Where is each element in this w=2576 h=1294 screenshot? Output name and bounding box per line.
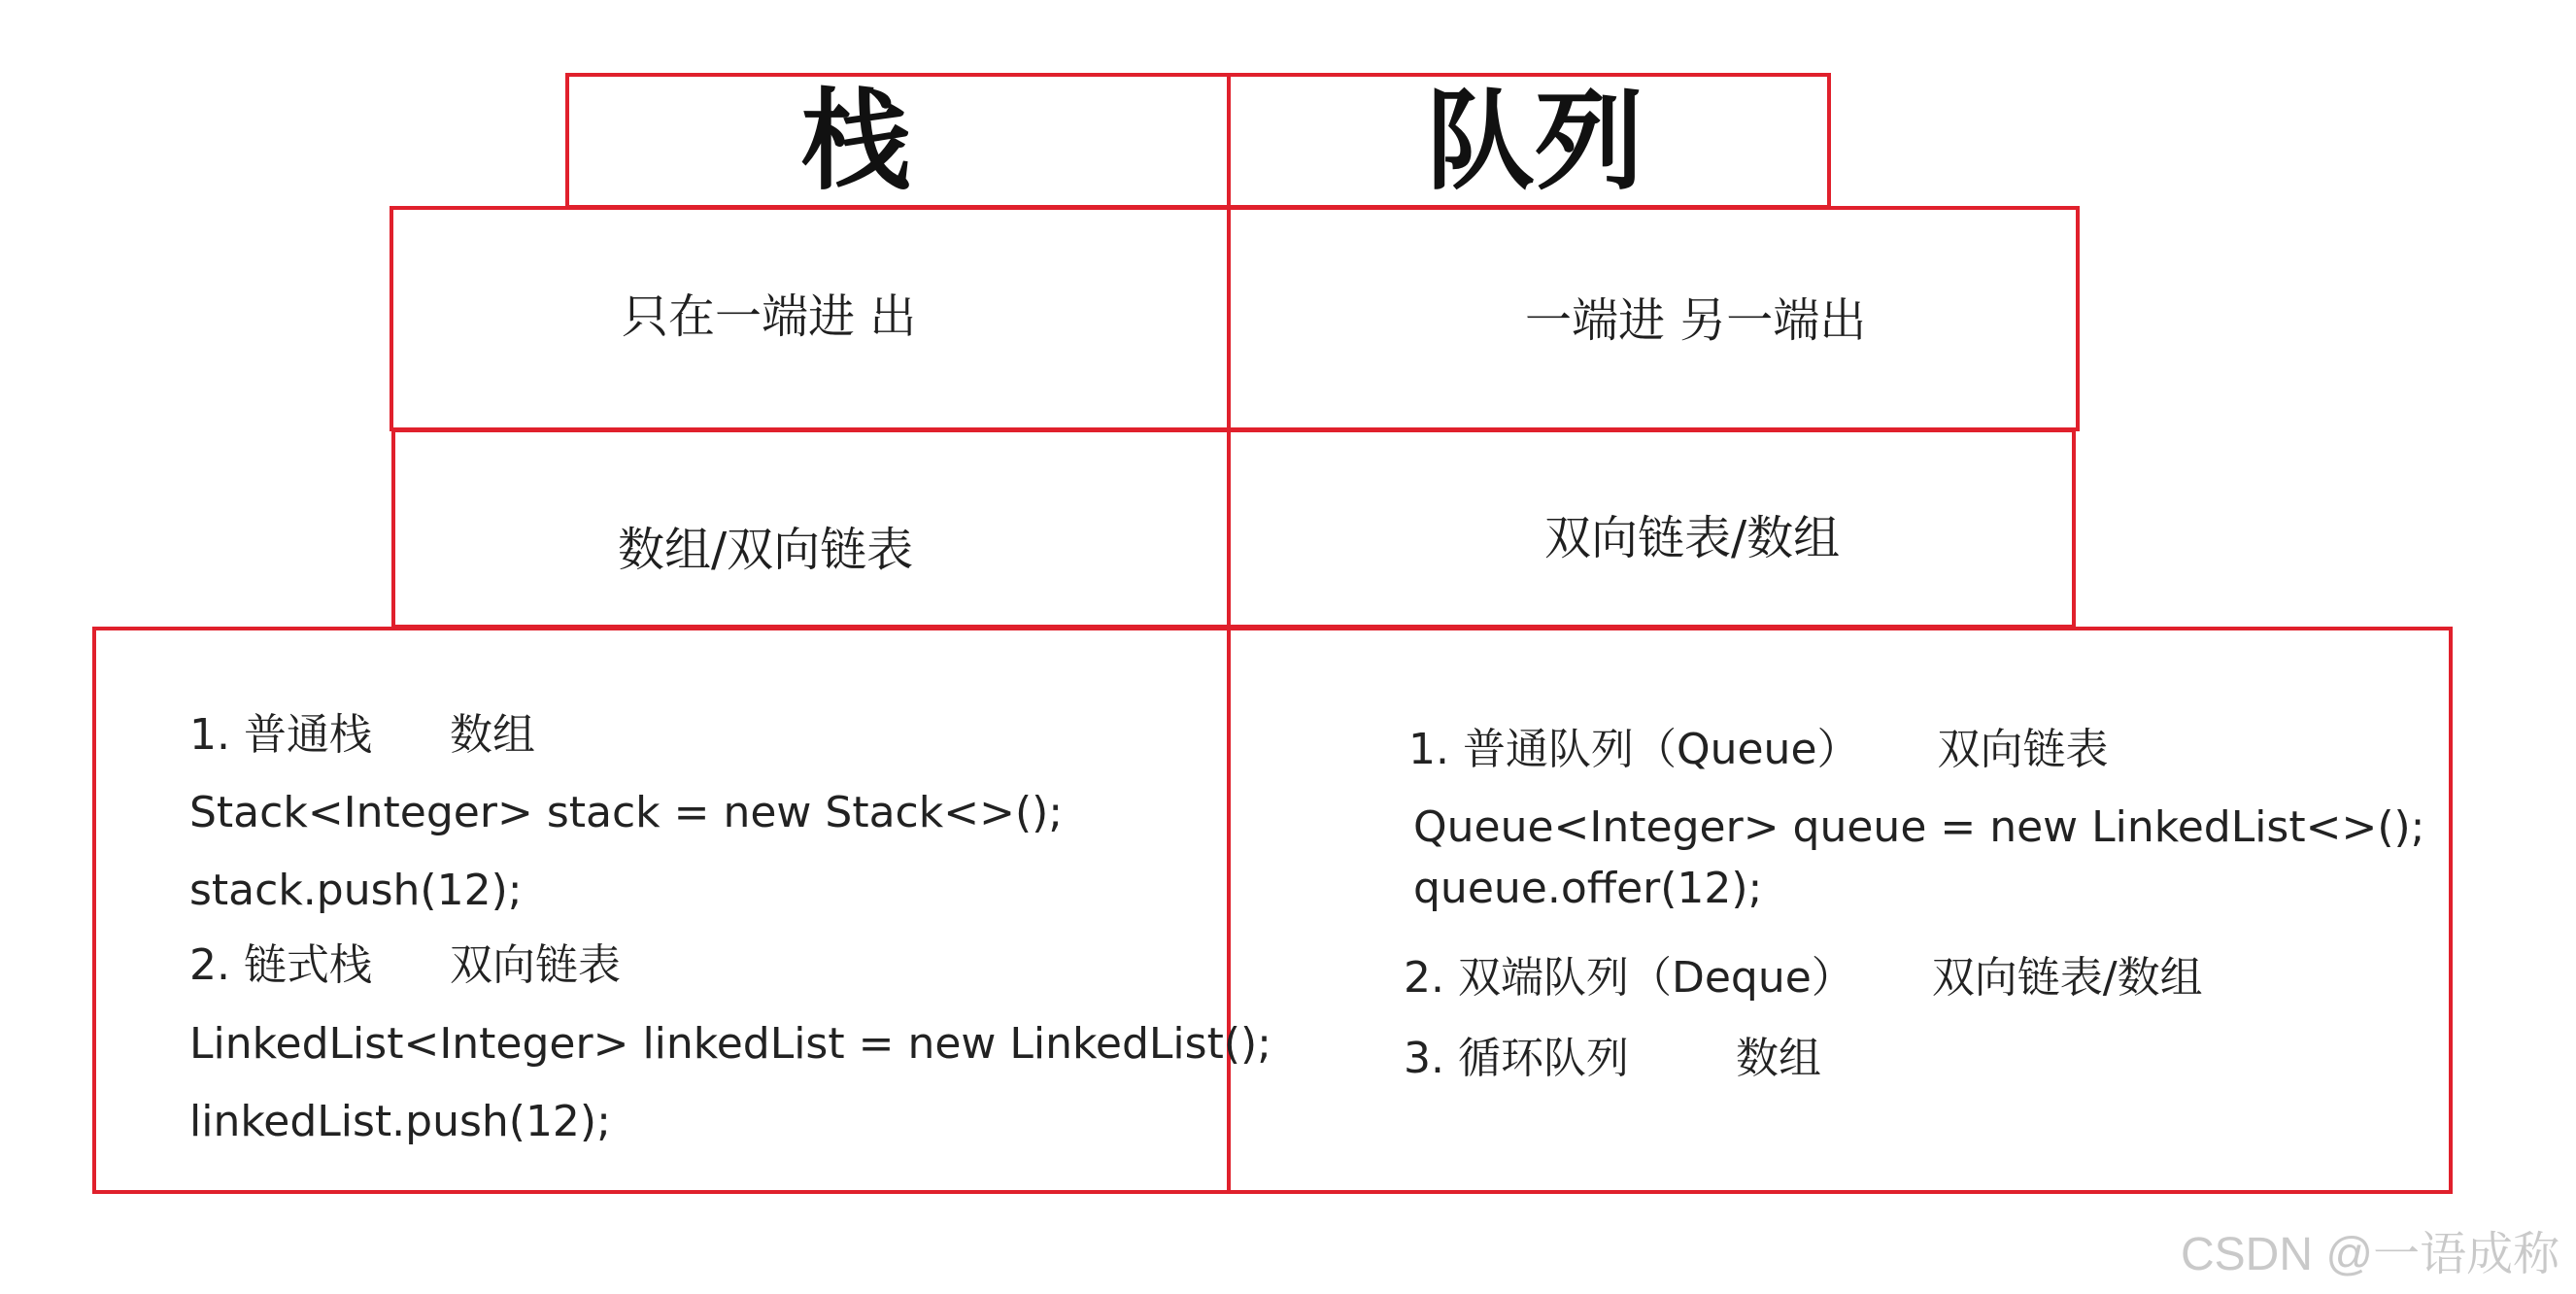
queue-impl-text: 双向链表/数组 <box>1544 511 1841 565</box>
direction-row-divider <box>1227 206 1231 431</box>
stack-item2-impl: 双向链表 <box>449 940 621 990</box>
stack-impl-text: 数组/双向链表 <box>618 523 914 577</box>
stack-item1-code2: stack.push(12); <box>189 866 523 915</box>
stack-item2-label: 2. 链式栈 <box>189 940 372 990</box>
watermark-text: CSDN @一语成称 <box>2181 1229 2560 1280</box>
queue-item1-label: 1. 普通队列（Queue） <box>1408 725 1860 774</box>
stack-title: 栈 <box>801 79 910 205</box>
queue-item2 <box>1404 953 2203 1003</box>
queue-item2-impl: 双向链表/数组 <box>1931 953 2203 1003</box>
queue-item1-code2: queue.offer(12); <box>1413 864 1763 913</box>
stack-direction-text: 只在一端进 出 <box>622 289 917 344</box>
stack-item2 <box>189 940 621 990</box>
stack-item1-code1: Stack<Integer> stack = new Stack<>(); <box>189 788 1064 837</box>
queue-item3-impl: 数组 <box>1735 1034 1821 1083</box>
queue-item3-label: 3. 循环队列 <box>1404 1034 1629 1083</box>
queue-item1 <box>1408 725 2109 774</box>
stack-item1-label: 1. 普通栈 <box>189 710 372 760</box>
stack-item1-impl: 数组 <box>449 710 535 760</box>
queue-item1-code1: Queue<Integer> queue = new LinkedList<>(); <box>1413 802 2425 852</box>
queue-item2-label: 2. 双端队列（Deque） <box>1404 953 1854 1003</box>
impl-row-divider <box>1227 428 1231 629</box>
header-divider <box>1227 73 1231 209</box>
queue-item3 <box>1404 1034 1821 1083</box>
stack-item2-code2: linkedList.push(12); <box>189 1097 611 1146</box>
stack-item2-code1: LinkedList<Integer> linkedList = new LinkedList(); <box>189 1019 1271 1069</box>
stack-item1 <box>189 710 535 760</box>
queue-item1-impl: 双向链表 <box>1937 725 2109 774</box>
details-divider <box>1227 627 1231 1194</box>
queue-title: 队列 <box>1426 79 1644 205</box>
queue-direction-text: 一端进 另一端出 <box>1525 293 1867 348</box>
